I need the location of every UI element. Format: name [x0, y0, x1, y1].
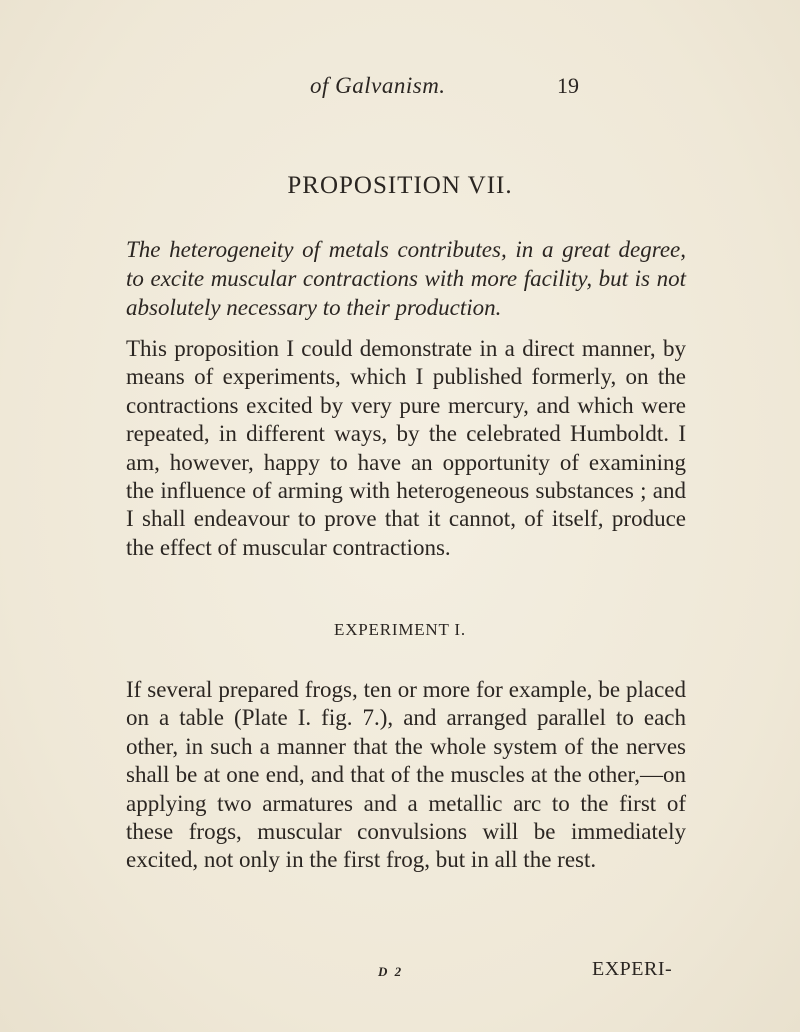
proposition-heading: PROPOSITION VII.	[287, 172, 513, 199]
page-number: 19	[557, 73, 579, 98]
running-title: of Galvanism.	[310, 73, 446, 98]
experiment-heading: EXPERIMENT I.	[334, 620, 466, 639]
catchword: EXPERI-	[592, 958, 673, 980]
body-paragraph-2: If several prepared frogs, ten or more for example, be placed on a table (Plate I. fig. 7.), and arranged parallel to each other, in such a manner that the whole system of the nerves shall be at one end, and that of the muscles at the other,—on applying two armatures and a metallic arc to the first of these frogs, muscular convulsions will be immediately excited, not only in the first frog, but in all the rest.	[126, 677, 686, 873]
running-head	[0, 73, 800, 103]
proposition-statement: The heterogeneity of metals contributes, in a great degree, to excite muscular contractions with more facility, but is not absolutely necessary to their production.	[126, 237, 686, 320]
page-footer	[0, 958, 800, 982]
signature-mark: D 2	[378, 964, 404, 979]
body-paragraph-1: This proposition I could demonstrate in a direct manner, by means of experiments, which I published formerly, on the contractions excited by very pure mercury, and which were repeated, in different ways, by the celebrated Humboldt. I am, however, happy to have an opportunity of examining the influence of arming with heterogeneous substances ; and I shall endeavour to prove that it cannot, of itself, produce the effect of muscular contractions.	[126, 336, 686, 560]
